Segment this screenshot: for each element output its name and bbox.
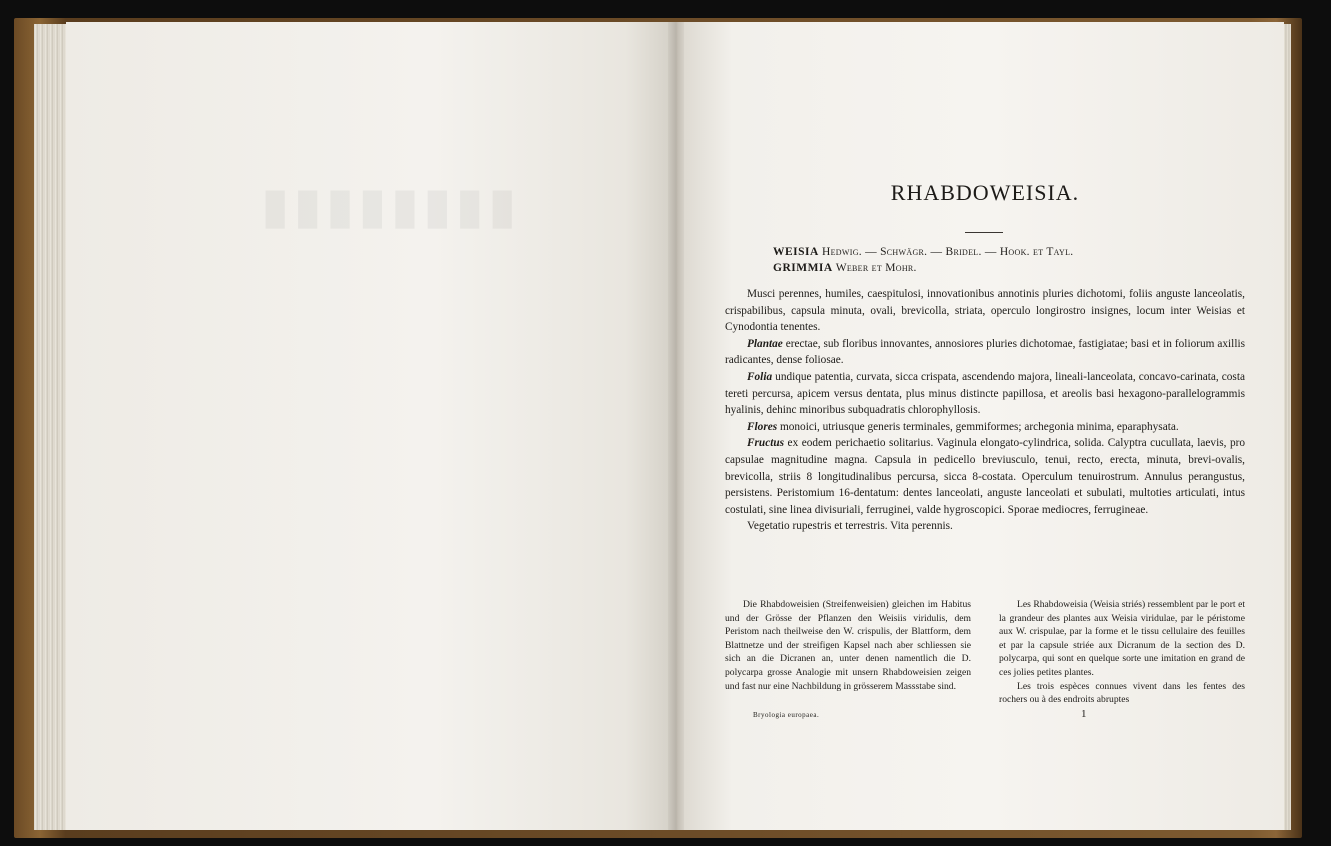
french-paragraph: Les trois espèces connues vivent dans les fentes des rochers ou à des endroits abruptes (999, 680, 1245, 706)
page-edges-right (1283, 24, 1291, 830)
latin-paragraph: Musci perennes, humiles, caespitulosi, innovationibus annotinis pluries dichotomi, foliis anguste lanceolatis, crispabilibus, capsula minuta, ovali, brevicolla, striata, operculo longirostro insignes, locum inter Weisias et Cynodontia tenentes. (725, 288, 1245, 334)
latin-paragraph: Vegetatio rupestris et terrestris. Vita perennis. (747, 520, 953, 533)
synonym-line (773, 262, 917, 274)
synonym-authors: Weber et Mohr. (835, 262, 917, 274)
french-column (999, 598, 1245, 707)
left-page-blank (66, 22, 674, 830)
page-title: RHABDOWEISIA. (890, 180, 1080, 205)
latin-paragraph: Plantae erectae, sub floribus innovantes, annosiores pluries dichotomae, fastigiatae; basi et in foliorum axillis radicantes, dense foliosae. (725, 337, 1245, 367)
latin-paragraph: Fructus ex eodem perichaetio solitarius. Vaginula elongato-cylindrica, solida. Calyptra cucullata, laevis, pro capsulae magnitudine magna. Capsula in pedicello breviusculo, tenui, recto, erecta, minuta, brevi-ovalis, brevicolla, striis 8 longitudinalibus percursa, sicca 8-costata. Operculum tenuirostrum. Annulus perangustus, persistens. Peristomium 16-dentatum: dentes lanceolati, anguste lanceolati et subulati, multoties articulati, intus costulati, sine linea divisuriali, ferruginei, valde hygroscopici. Sporae mediocres, ferrugineae. (725, 437, 1245, 516)
synonym-line (773, 246, 1073, 258)
page-edges-left (34, 24, 68, 830)
signature-line: Bryologia europaea. (753, 711, 820, 719)
bleed-through-shadow: ▮▮▮▮▮▮▮▮ (256, 180, 516, 233)
synonym-authors: Hedwig. — Schwägr. — Bridel. — Hook. et Tayl. (822, 246, 1074, 258)
german-column (725, 598, 971, 693)
synonym-genus: WEISIA (773, 246, 819, 258)
latin-paragraph: Flores monoici, utriusque generis terminales, gemmiformes; archegonia minima, eparaphysata. (747, 420, 1179, 433)
right-page-content (725, 22, 1245, 830)
german-paragraph: Die Rhabdoweisien (Streifenweisien) gleichen im Habitus und der Grösse der Pflanzen den Weisiis viridulis, dem Peristom nach theilweise den W. crispulis, der Blattform, dem Blattnetze und der streifigen Kapsel nach aber schliessen sie sich an die Dicranen an, unter denen namentlich die D. polycarpa grosse Analogie mit unsern Rhabdoweisien zeigen und fast nur eine Nachbildung in grösserem Massstabe sind. (725, 599, 971, 692)
latin-paragraph: Folia undique patentia, curvata, sicca crispata, ascendendo majora, lineali-lanceolata, concavo-carinata, costa tereti percursa, apicem versus dentata, plus minus distincte papillosa, et areolis basi hexagono-parallelogrammis hyalinis, dehinc minoribus subquadratis chlorophyllosis. (725, 370, 1245, 417)
synonym-genus: GRIMMIA (773, 262, 833, 274)
page-number: 1 (1081, 708, 1087, 720)
title-rule (965, 232, 1003, 233)
french-paragraph: Les Rhabdoweisia (Weisia striés) ressemblent par le port et la grandeur des plantes aux Weisia viridulae, par le péristome aux W. crispulae, par la forme et le tissu cellulaire des feuilles et par la capsule striée aux Dicranum de la section des D. polycarpa, qui sont en quelque sorte une imitation en grand de ces jolies petites plantes. (999, 599, 1245, 678)
latin-description (725, 286, 1245, 535)
